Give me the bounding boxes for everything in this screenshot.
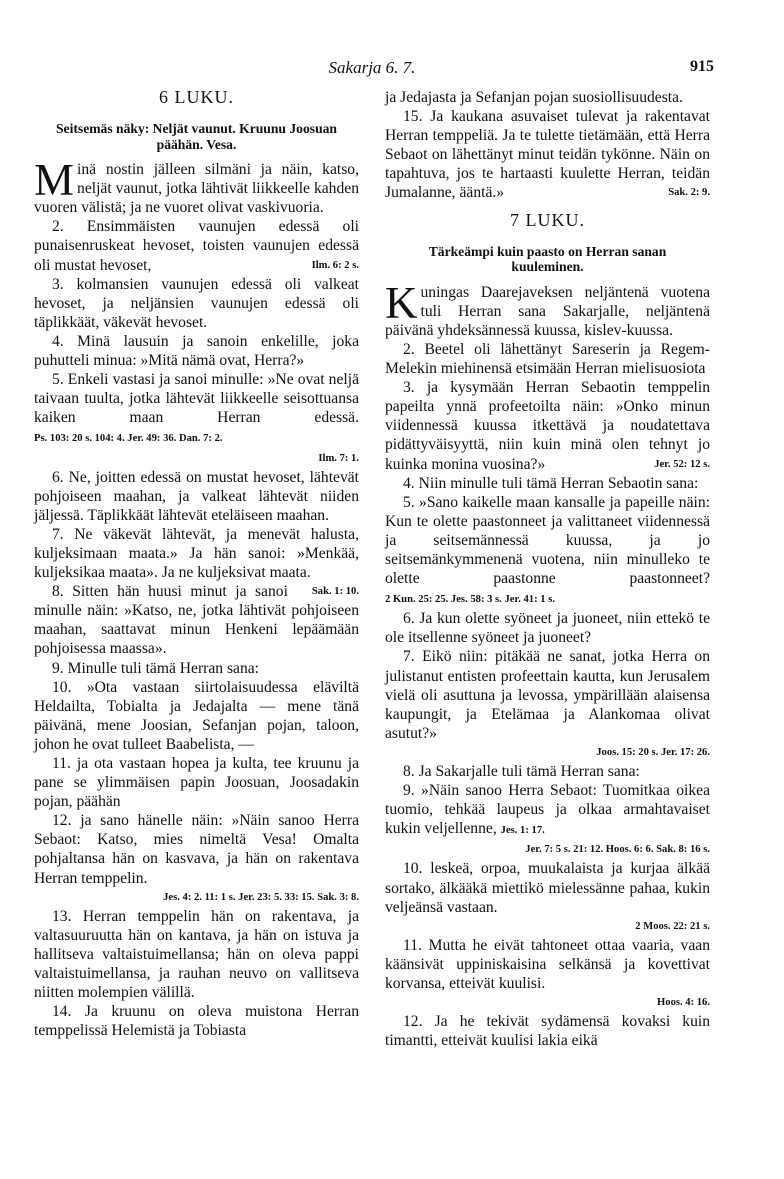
verse-6-9 xyxy=(34,659,359,678)
chapter-6-summary: Seitsemäs näky: Neljät vaunut. Kruunu Joosuan päähän. Vesa. xyxy=(56,121,337,152)
verse-text: 7. Eikö niin: pitäkää ne sanat, jotka Herra on julistanut entisten profeettain kautta, kun Jerusalem vielä oli asuttuna ja levossa, ympärillään alaisensa kaupungit, ja Etelämaa ja Alankomaa olivat asutut?» xyxy=(385,648,710,742)
cross-reference: Jes. 4: 2. 11: 1 s. Jer. 23: 5. 33: 15. Sak. 3: 8. xyxy=(163,891,359,903)
verse-text: 9. »Näin sanoo Herra Sebaot: Tuomitkaa oikea tuomio, tehkää laupeus ja olkaa armahtavaiset kukin veljellenne, xyxy=(385,782,710,838)
cross-reference: Sak. 2: 9. xyxy=(668,187,710,199)
dropcap-letter: K xyxy=(385,277,418,328)
verse-6-12 xyxy=(34,811,359,906)
cross-reference: Ilm. 6: 2 s. xyxy=(311,259,359,271)
verse-6-13 xyxy=(34,907,359,1002)
verse-6-7 xyxy=(34,525,359,598)
verse-7-9 xyxy=(385,781,710,859)
cross-reference: 2 Kun. 25: 25. Jes. 58: 3 s. Jer. 41: 1 s. xyxy=(385,594,555,606)
verse-7-11 xyxy=(385,936,710,1012)
verse-7-4 xyxy=(385,474,710,493)
running-title: Sakarja 6. 7. xyxy=(328,58,416,77)
verse-7-7 xyxy=(385,647,710,762)
verse-text: 6. Ja kun olette syöneet ja juoneet, niin ettekö te ole itsellenne syöneet ja juoneet? xyxy=(385,610,710,647)
verse-6-11 xyxy=(34,754,359,811)
page-header xyxy=(30,58,714,80)
verse-6-2 xyxy=(34,217,359,274)
verse-6-1 xyxy=(34,155,359,217)
verse-text: 2. Beetel oli lähettänyt Sareserin ja Regem-Melekin miehinensä etsimään Herran mielisuosiota xyxy=(385,340,710,378)
verse-text: 12. ja sano hänelle näin: »Näin sanoo Herra Sebaot: Katso, mies nimeltä Vesa! Omalta pohjaltansa hän on kasvava, ja hän on rakentava Herran temppelin. xyxy=(34,812,359,887)
verse-text: 10. »Ota vastaan siirtolaisuudessa eläviltä Heldailta, Tobialta ja Jedajalta — mene tänä päivänä, mene Joosian, Sefanjan pojan, taloon, johon he ovat tulleet Baabelista, — xyxy=(34,678,359,753)
verse-text: ja Jedajasta ja Sefanjan pojan suosiollisuudesta. xyxy=(385,89,683,106)
cross-reference: Ilm. 7: 1. xyxy=(318,452,359,464)
right-column xyxy=(385,88,710,1050)
verse-text: 5. »Sano kaikelle maan kansalle ja papeille näin: Kun te olette paastonneet ja valittaneet viidennessä ja seitsemännessä kuussa, ja jo seitsemänkymmenenä vuotena, niin minulleko te olette paastonne paastonneet? xyxy=(385,493,710,588)
verse-6-10 xyxy=(34,678,359,754)
left-column xyxy=(34,88,359,1040)
verse-text: 4. Minä lausuin ja sanoin enkelille, joka puhutteli minua: »Mitä nämä ovat, Herra?» xyxy=(34,332,359,370)
verse-text: 12. Ja he tekivät sydämensä kovaksi kuin timantti, etteivät kuulisi lakia eikä xyxy=(385,1013,710,1050)
verse-text: uningas Daarejaveksen neljäntenä vuotena tuli Herran sana Sakarjalle, neljäntenä päivänä yhdeksännessä kuussa, kislev-kuussa. xyxy=(385,283,710,339)
verse-text: 11. ja ota vastaan hopea ja kulta, tee kruunu ja pane se ylimmäisen papin Joosuan, Joosadakin pojan, päähän xyxy=(34,755,359,811)
verse-text: 3. ja kysymään Herran Sebaotin temppelin papeilta ynnä profeetoilta näin: »Onko minun viidennessä kuussa itkettävä ja noudatettava pidättyväisyyttä, niin kuin minä olen tehnyt jo kuinka monina vuosina?» xyxy=(385,379,710,473)
dropcap-letter: M xyxy=(34,155,75,206)
page-number: 915 xyxy=(690,58,714,75)
verse-6-6 xyxy=(34,468,359,525)
verse-6-4 xyxy=(34,332,359,370)
verse-text: 3. kolmansien vaunujen edessä oli valkeat hevoset, ja neljänsien vaunujen edessä oli täplikkäät, väkevät hevoset. xyxy=(34,275,359,331)
verse-text: inä nostin jälleen silmäni ja näin, katso, neljät vaunut, jotka lähtivät liikkeelle kahden vuoren välistä; ja ne vuoret olivat vaskivuoria. xyxy=(34,161,359,217)
verse-6-3 xyxy=(34,275,359,332)
verse-7-5 xyxy=(385,493,710,610)
chapter-7-heading: 7 LUKU. xyxy=(510,209,585,230)
verse-6-14-continued xyxy=(385,88,710,107)
verse-7-2 xyxy=(385,340,710,378)
cross-reference: Joos. 15: 20 s. Jer. 17: 26. xyxy=(596,746,710,758)
chapter-6-heading: 6 LUKU. xyxy=(159,87,234,107)
verse-text: 13. Herran temppelin hän on rakentava, ja valtasuuruutta hän on kantava, ja hän on istuva ja hallitseva valtaistuimellansa; hän on oleva pappi valtaistuimellansa, ja rauhan neuvo on vallitseva niitten molempien välillä. xyxy=(34,907,359,1002)
verse-7-1 xyxy=(385,277,710,340)
verse-7-3 xyxy=(385,378,710,473)
verse-6-14 xyxy=(34,1002,359,1040)
verse-7-6 xyxy=(385,609,710,647)
verse-text: 11. Mutta he eivät tahtoneet ottaa vaaria, vaan käänsivät uppiniskaisina selkänsä ja kovettivat korvansa, etteivät kuulisi. xyxy=(385,936,710,993)
verse-7-10 xyxy=(385,859,710,935)
verse-text: 9. Minulle tuli tämä Herran sana: xyxy=(52,659,259,677)
verse-text: 6. Ne, joitten edessä on mustat hevoset, lähtevät pohjoiseen maahan, ja valkeat lähtevät niiden jäljessä. Täplikkäät lähtevät eteläiseen maahan. xyxy=(34,468,359,524)
verse-text: 15. Ja kaukana asuvaiset tulevat ja rakentavat Herran temppeliä. Ja te tulette tietämään, että Herra Sebaot on lähettänyt minut teidän tykönne. Näin on tapahtuva, jos te hartaasti kuulette Herran, teidän Jumalanne, ääntä.» xyxy=(385,108,710,202)
verse-text: 7. Ne väkevät lähtevät, ja menevät halusta, kuljeksimaan maata.» Ja hän sanoi: »Menkää, kuljeksikaa maata». Ja ne kuljeksivat maata. xyxy=(34,525,359,582)
cross-reference: Sak. 1: 10. xyxy=(311,586,359,598)
chapter-7-summary: Tärkeämpi kuin paasto on Herran sanan kuuleminen. xyxy=(428,243,667,275)
verse-text: 4. Niin minulle tuli tämä Herran Sebaotin sana: xyxy=(403,474,699,492)
verse-6-15 xyxy=(385,107,710,202)
cross-reference: Jer. 7: 5 s. 21: 12. Hoos. 6: 6. Sak. 8: 16 s. xyxy=(525,844,710,856)
verse-text: 14. Ja kruunu on oleva muistona Herran temppelissä Helemistä ja Tobiasta xyxy=(34,1003,359,1040)
cross-reference: 2 Moos. 22: 21 s. xyxy=(635,920,710,932)
cross-reference: Hoos. 4: 16. xyxy=(657,997,710,1009)
verse-text: 8. Sitten hän huusi minut ja sanoi minulle näin: »Katso, ne, jotka lähtivät pohjoiseen maahan, saattavat minun Henkeni lepäämään pohjoisessa maassa». xyxy=(34,583,359,658)
verse-text: 8. Ja Sakarjalle tuli tämä Herran sana: xyxy=(403,763,640,780)
verse-7-12 xyxy=(385,1012,710,1050)
cross-reference: Ps. 103: 20 s. 104: 4. Jer. 49: 36. Dan. 7: 2. xyxy=(34,433,223,445)
verse-text: 2. Ensimmäisten vaunujen edessä oli punaisenruskeat hevoset, toisten vaunujen edessä oli mustat hevoset, xyxy=(34,218,359,274)
cross-reference: Jes. 1: 17. xyxy=(500,825,545,837)
cross-reference: Jer. 52: 12 s. xyxy=(654,458,710,470)
verse-text: 10. leskeä, orpoa, muukalaista ja kurjaa älkää sortako, älkääkä miettikö mielessänne pahaa, kukin veljeänsä vastaan. xyxy=(385,860,710,916)
verse-text: 5. Enkeli vastasi ja sanoi minulle: »Ne ovat neljä taivaan tuulta, jotka lähtevät liikkeelle seisottuansa kaiken maan Herran edessä. xyxy=(34,371,359,427)
verse-7-8 xyxy=(385,762,710,781)
verse-6-5 xyxy=(34,370,359,467)
